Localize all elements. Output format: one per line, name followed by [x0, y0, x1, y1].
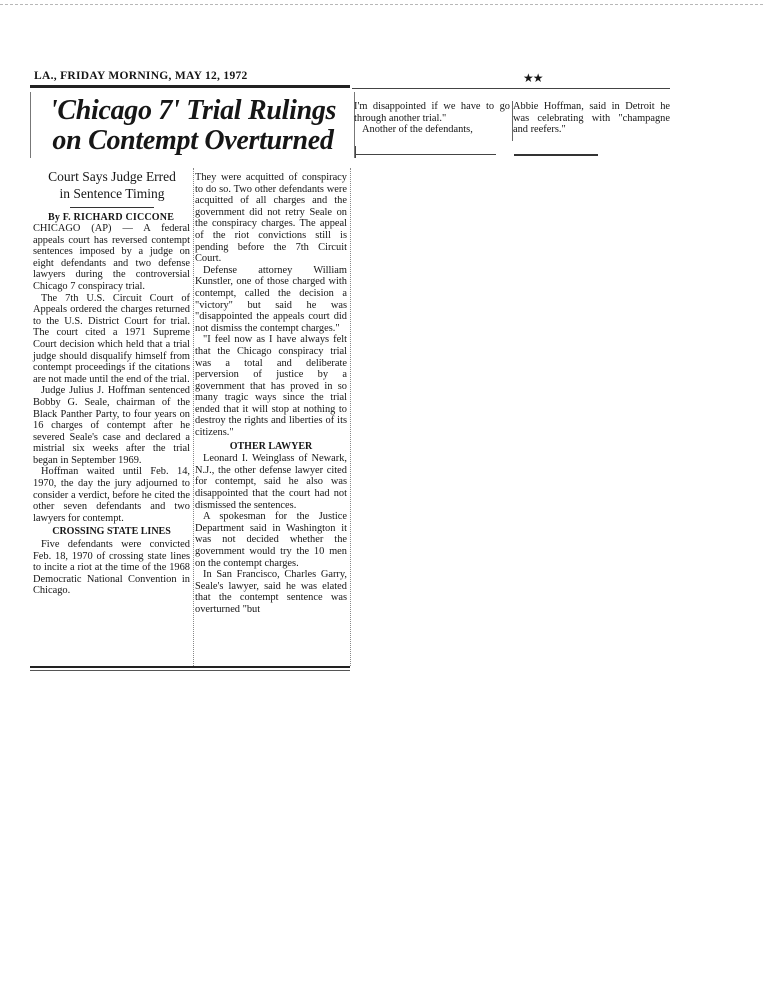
paragraph: Judge Julius J. Hoffman sentenced Bobby G. Seale, chairman of the Black Panther Party, to four years on 16 charges of contempt after he severed Seale's case and declared a mistrial six weeks after the trial began in September 1969.	[33, 385, 190, 466]
subheadline-deck	[30, 168, 194, 202]
paragraph: The 7th U.S. Circuit Court of Appeals ordered the charges returned to the U.S. District Court for trial. The court cited a 1971 Supreme Court decision which held that a trial judge should disqualify himself from contempt proceedings if the citations are not made until the end of the trial.	[33, 292, 190, 385]
paragraph: A spokesman for the Justice Department said in Washington it was not decided whether the government would try the 10 men on the contempt charges.	[195, 511, 347, 569]
paragraph: Leonard I. Weinglass of Newark, N.J., the other defense lawyer cited for contempt, said he also was disappointed that the court had not dismissed the sentences.	[195, 453, 347, 511]
paragraph: Defense attorney William Kunstler, one of those charged with contempt, called the decision a "victory" but said he was "disappointed the appeals court did not dismiss the contempt charges."	[195, 264, 347, 334]
paragraph: In San Francisco, Charles Garry, Seale's lawyer, said he was elated that the contempt sentence was overturned "but	[195, 569, 347, 615]
deck-line-2: in Sentence Timing	[59, 186, 165, 201]
paragraph: Five defendants were convicted Feb. 18, 1970 of crossing state lines to incite a riot at the time of the 1968 Democratic National Convention in Chicago.	[33, 539, 190, 597]
dateline: LA., FRIDAY MORNING, MAY 12, 1972	[34, 70, 248, 82]
column-subhead: CROSSING STATE LINES	[52, 526, 171, 538]
paragraph: CHICAGO (AP) — A federal appeals court has reversed contempt sentences imposed by a judge on eight defendants and two defense lawyers during the controversial Chicago 7 conspiracy trial.	[33, 223, 190, 292]
paragraph: Another of the defendants,	[362, 124, 473, 136]
headline-line-1: 'Chicago 7' Trial Rulings	[49, 95, 337, 126]
paragraph: Abbie Hoffman, said in Detroit he was celebrating with "champagne and reefers."	[513, 101, 670, 136]
article-column-2	[195, 172, 347, 616]
page-top-border	[0, 4, 763, 5]
edition-stars: ★★	[523, 71, 543, 85]
continuation-marker	[355, 146, 356, 158]
headline-top-rule	[30, 85, 350, 88]
paragraph: I'm disappointed if we have to go through another trial."	[354, 101, 510, 124]
paragraph: They were acquitted of conspiracy to do so. Two other defendants were acquitted of all charges and the government did not retry Seale on the conspiracy charges. The appeal of the riot convictions still is pending before the 7th Circuit Court.	[195, 172, 347, 265]
article-column-3	[354, 101, 510, 136]
continuation-rule	[514, 154, 598, 156]
article-bottom-rule	[30, 670, 350, 671]
column-divider	[350, 168, 351, 666]
paragraph: "I feel now as I have always felt that the Chicago conspiracy trial was a total and deliberate perversion of justice by a government that has proved in so many tragic ways since the trial ended that it will stop at nothing to destroy the rights and liberties of its citizens."	[195, 334, 347, 439]
article-bottom-rule	[30, 666, 350, 668]
continuation-top-rule	[352, 88, 670, 89]
column-subhead: OTHER LAWYER	[229, 440, 313, 452]
article-column-4	[513, 101, 670, 136]
byline: By F. RICHARD CICCONE	[48, 212, 175, 223]
headline-line-2: on Contempt Overturned	[52, 125, 334, 156]
deck-rule	[70, 207, 154, 208]
article-column-1	[33, 223, 190, 597]
continuation-rule	[356, 154, 496, 155]
paragraph: Hoffman waited until Feb. 14, 1970, the day the jury adjourned to consider a verdict, before he cited the other seven defendants and two lawyers for contempt.	[33, 466, 190, 524]
column-divider	[193, 168, 194, 666]
headline	[30, 96, 356, 156]
deck-line-1: Court Says Judge Erred	[48, 169, 176, 184]
